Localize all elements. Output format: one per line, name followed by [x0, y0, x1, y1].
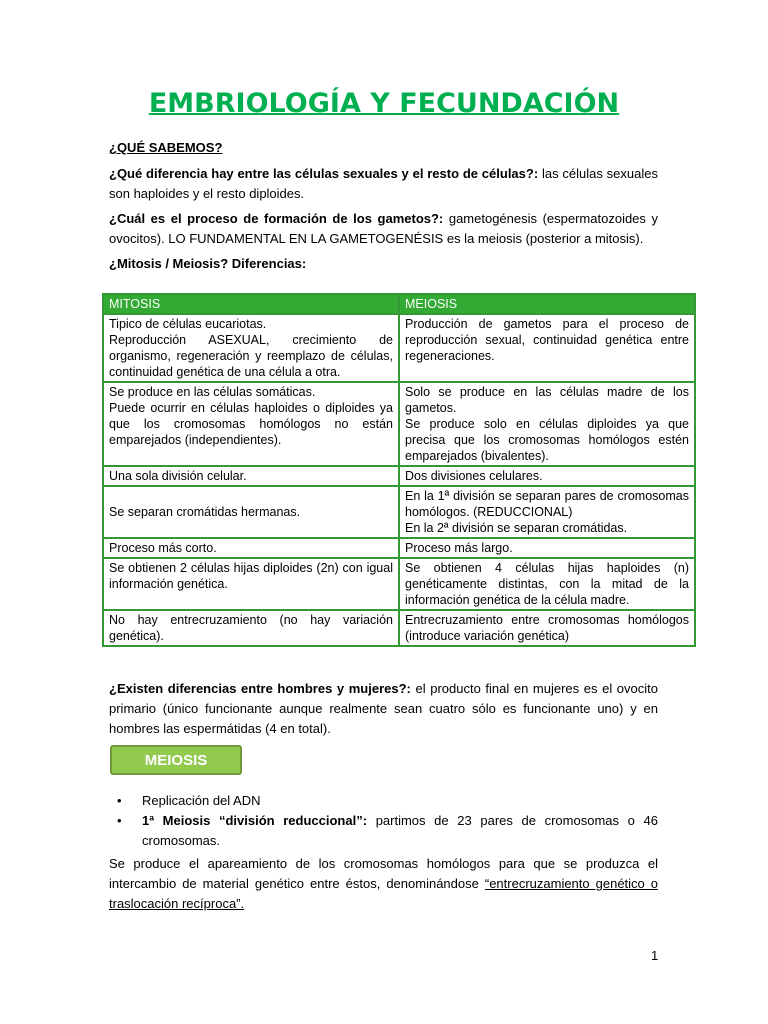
table-cell-mitosis: [103, 314, 399, 382]
cell-line: Solo se produce en las células madre de los gametos.: [405, 385, 689, 415]
cell-line: Se produce solo en células diploides ya que precisa que los cromosomas homólogos estén emparejados (bivalentes).: [405, 417, 689, 463]
table-row: [103, 466, 695, 486]
page-title: EMBRIOLOGÍA Y FECUNDACIÓN: [148, 88, 620, 119]
table-row: [103, 314, 695, 382]
table-header-row: [103, 294, 695, 314]
table-row: [103, 558, 695, 610]
list-item-text: partimos de 23 pares de cromosomas o 46 cromosomas.: [142, 813, 658, 848]
table-cell-meiosis: Se obtienen 4 células hijas haploides (n) genéticamente distintas, con la mitad de la información genética de la célula madre.: [399, 558, 695, 610]
list-item-text: Replicación del ADN: [142, 793, 261, 808]
cell-line: En la 2ª división se separan cromátidas.: [405, 521, 628, 535]
column-header-mitosis: MITOSIS: [103, 294, 399, 314]
column-header-meiosis: MEIOSIS: [399, 294, 695, 314]
table-cell-mitosis: Se obtienen 2 células hijas diploides (2n) con igual información genética.: [103, 558, 399, 610]
cell-line: En la 1ª división se separan pares de cromosomas homólogos. (REDUCCIONAL): [405, 489, 689, 519]
question-3-text: ¿Mitosis / Meiosis? Diferencias:: [109, 256, 307, 271]
table-cell-meiosis: [399, 382, 695, 466]
list-item: [109, 811, 658, 851]
question-2-text: ¿Cuál es el proceso de formación de los gametos?:: [109, 211, 444, 226]
cell-line: Tipico de células eucariotas.: [109, 317, 267, 331]
cell-line: Puede ocurrir en células haploides o diploides ya que los cromosomas homólogos no están emparejados (independientes).: [109, 401, 393, 447]
final-paragraph-text: Se produce el apareamiento de los cromosomas homólogos para que se produzca el intercambio de material genético entre éstos, denominándose: [109, 856, 658, 891]
table-cell-meiosis: [399, 486, 695, 538]
cell-line: Producción de gametos para el proceso de reproducción sexual, continuidad genética entre regeneraciones.: [405, 317, 689, 363]
cell-line: Se produce en las células somáticas.: [109, 385, 316, 399]
meiosis-section-button[interactable]: MEIOSIS: [110, 745, 242, 775]
list-item-bold: 1ª Meiosis “división reduccional”:: [142, 813, 368, 828]
table-cell-mitosis: Una sola división celular.: [103, 466, 399, 486]
table-cell-mitosis: No hay entrecruzamiento (no hay variación genética).: [103, 610, 399, 646]
table-cell-meiosis: [399, 314, 695, 382]
table-cell-meiosis: Dos divisiones celulares.: [399, 466, 695, 486]
question-1-text: ¿Qué diferencia hay entre las células sexuales y el resto de células?:: [109, 166, 539, 181]
table-cell-meiosis: Entrecruzamiento entre cromosomas homólogos (introduce variación genética): [399, 610, 695, 646]
answer-1-text: las células sexuales son haploides y el resto diploides.: [109, 166, 658, 201]
table-cell-mitosis: [103, 382, 399, 466]
answer-4-text: el producto final en mujeres es el ovocito primario (único funcionante aunque realmente sean cuatro sólo es funcionante uno) y en hombres las espermátidas (4 en total).: [109, 681, 658, 736]
table-cell-mitosis: Se separan cromátidas hermanas.: [103, 486, 399, 538]
table-row: [103, 538, 695, 558]
table-cell-mitosis: Proceso más corto.: [103, 538, 399, 558]
question-3: [109, 254, 658, 274]
question-2: [109, 209, 658, 249]
page-number: 1: [651, 948, 659, 963]
meiosis-bullet-list: [109, 791, 658, 851]
table-cell-meiosis: Proceso más largo.: [399, 538, 695, 558]
table-row: [103, 610, 695, 646]
final-paragraph: [109, 854, 658, 914]
crossing-over-term: “entrecruzamiento genético o traslocación recíproca”.: [109, 876, 658, 911]
section-heading: ¿QUÉ SABEMOS?: [109, 140, 223, 155]
question-4-text: ¿Existen diferencias entre hombres y mujeres?:: [109, 681, 411, 696]
question-4: [109, 679, 658, 739]
list-item: [109, 791, 658, 811]
table-row: [103, 382, 695, 466]
cell-line: Reproducción ASEXUAL, crecimiento de organismo, regeneración y reemplazo de células, continuidad genética de una célula a otra.: [109, 333, 393, 379]
mitosis-meiosis-table: [102, 293, 696, 647]
question-1: [109, 164, 658, 204]
table-row: [103, 486, 695, 538]
answer-2-text: gametogénesis (espermatozoides y ovocitos). LO FUNDAMENTAL EN LA GAMETOGENÉSIS es la meiosis (posterior a mitosis).: [109, 211, 658, 246]
